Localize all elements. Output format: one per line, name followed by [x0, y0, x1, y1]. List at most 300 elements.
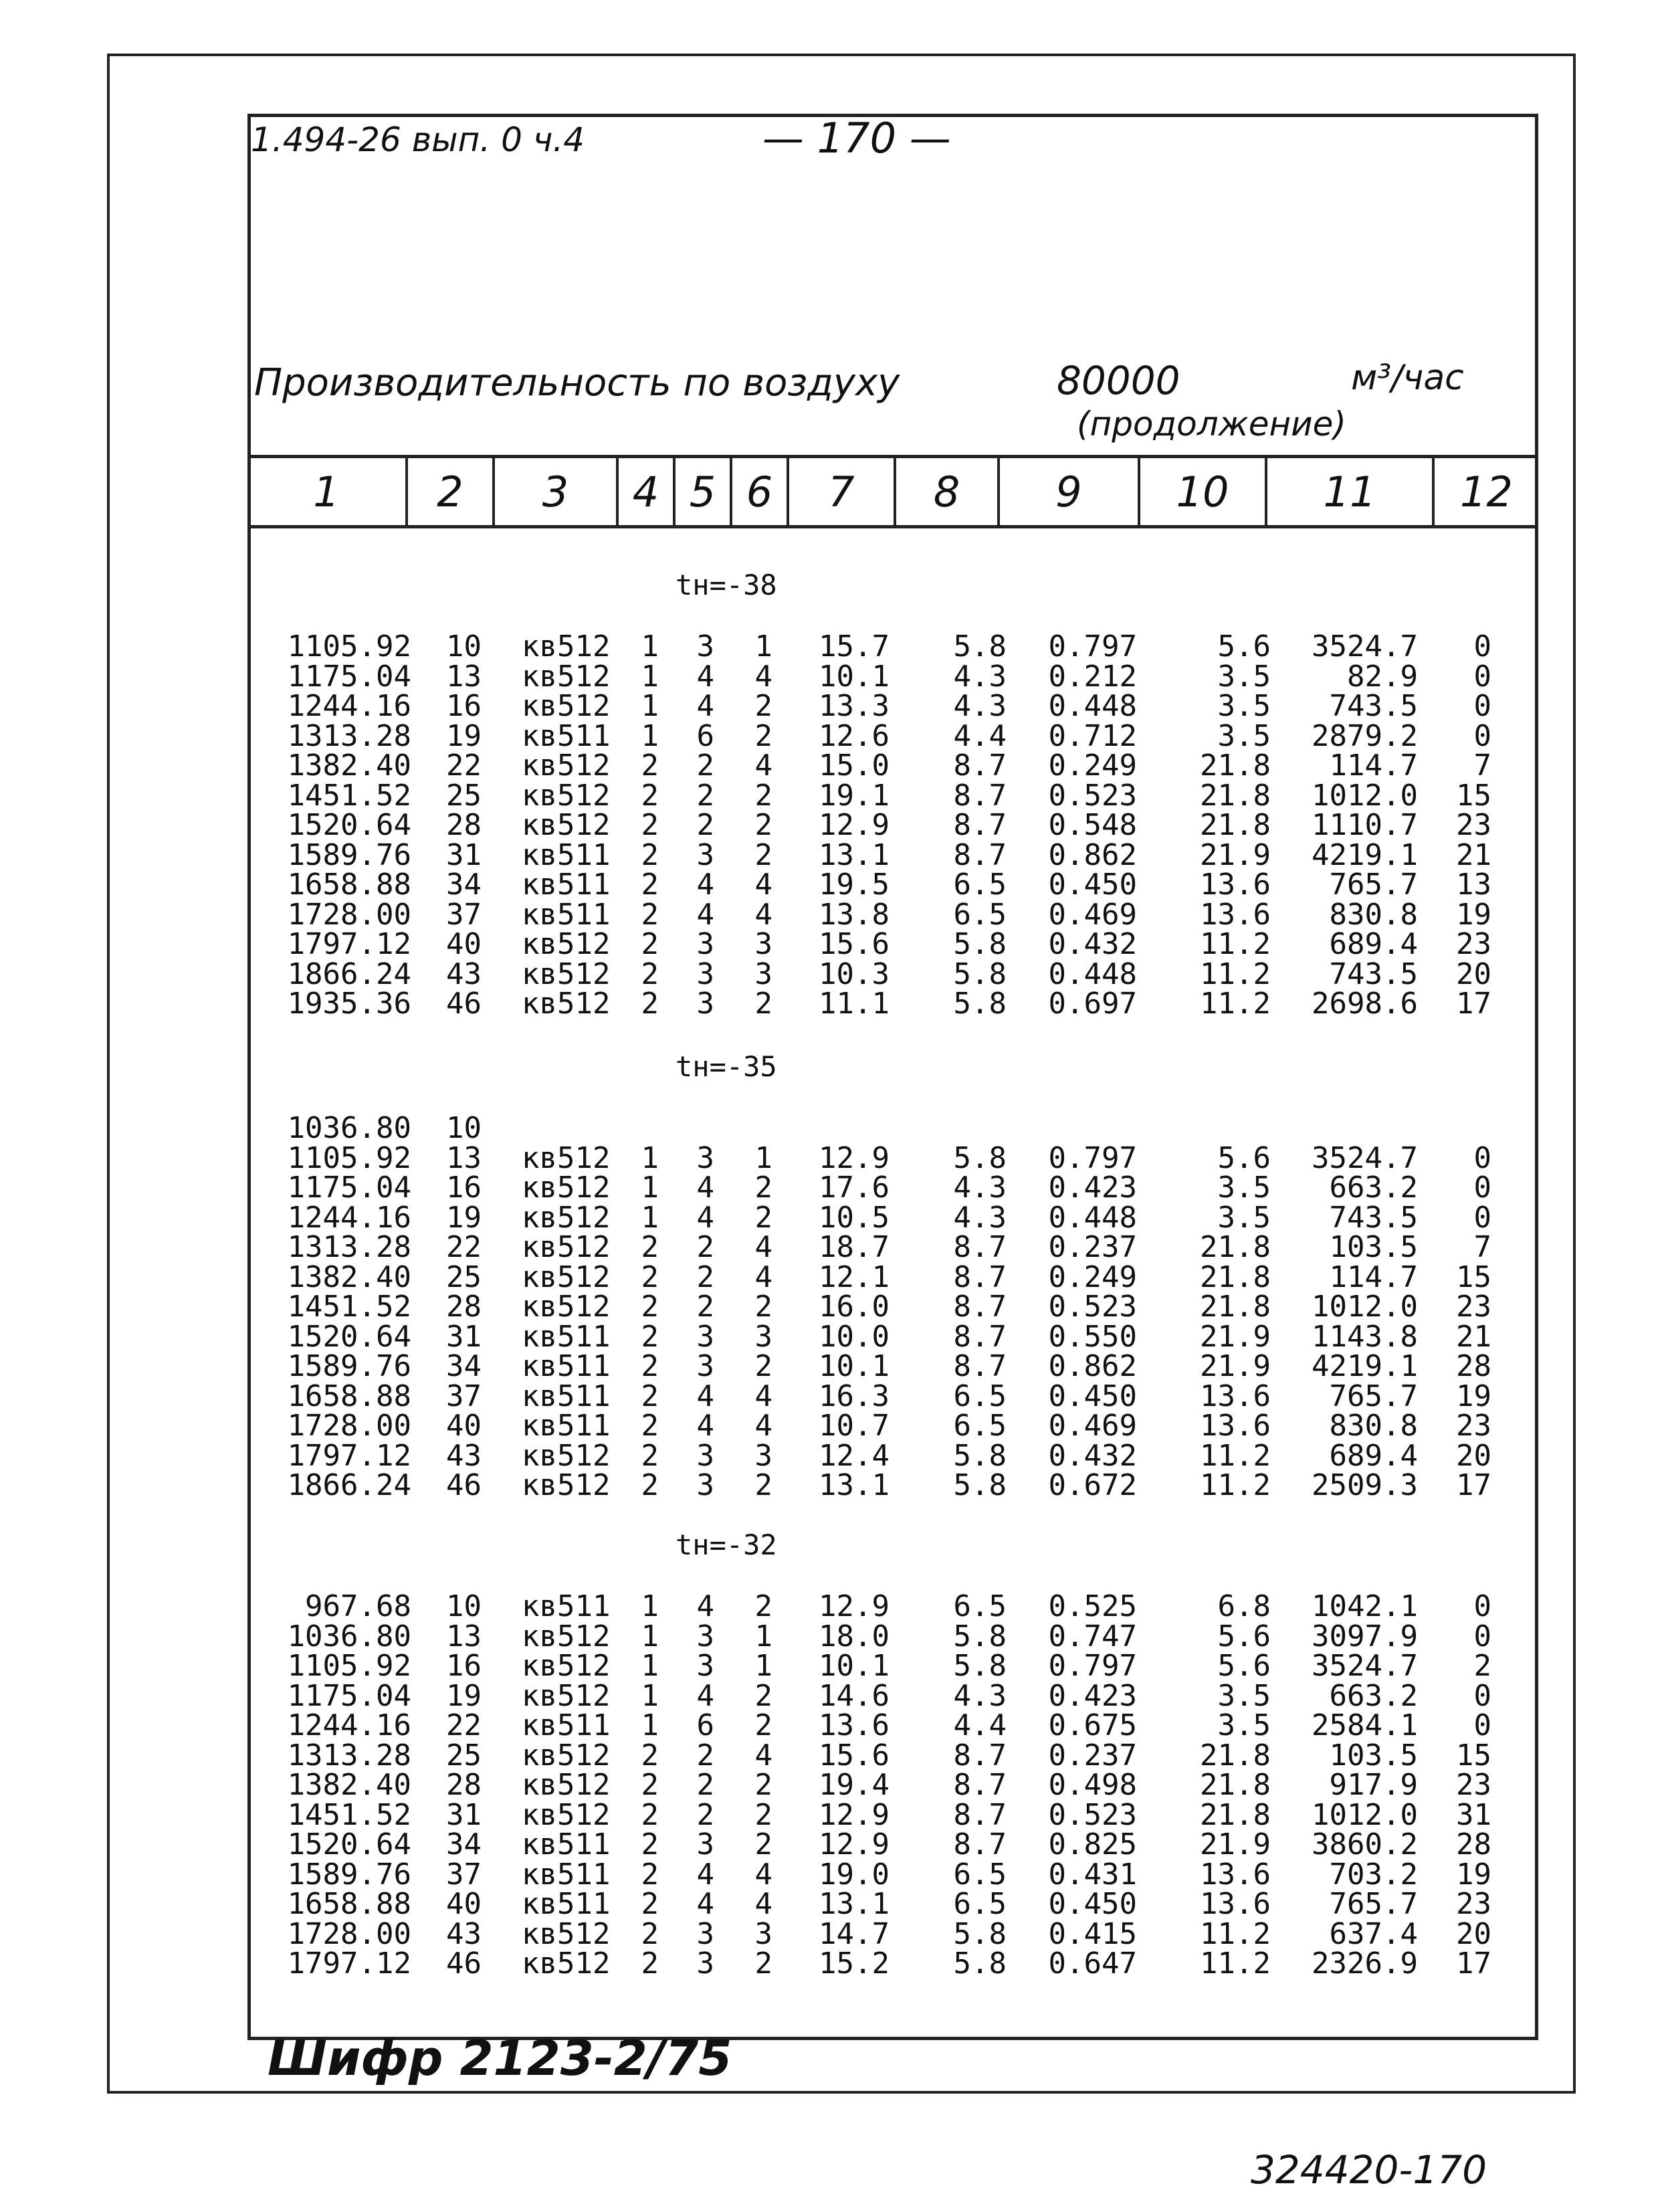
table-row [0, 1619, 1658, 1653]
table-cell: 1012.0 [1312, 1797, 1418, 1832]
table-row [0, 1411, 1658, 1441]
table-cell: кв512 [522, 1290, 611, 1324]
table-cell: 0.448 [1048, 689, 1137, 723]
table-cell: 13.6 [1200, 1887, 1271, 1921]
table-cell: 0.548 [1048, 808, 1137, 842]
table-cell: кв511 [522, 1349, 611, 1383]
table-cell: 19 [1456, 897, 1491, 932]
table-cell: 11.2 [1200, 1468, 1271, 1502]
table-cell: 12.6 [819, 718, 890, 753]
table-cell: 37 [446, 1379, 482, 1413]
table-row [0, 1651, 1658, 1681]
table-cell: 2 [641, 1468, 659, 1502]
table-cell: 0.747 [1048, 1619, 1137, 1653]
table-cell: 21.9 [1200, 1827, 1271, 1862]
table-cell: 4 [696, 1887, 714, 1921]
table-cell: 0.431 [1048, 1857, 1137, 1892]
table-cell: 28 [446, 808, 482, 842]
table-cell: 1 [641, 1708, 659, 1742]
table-cell: 5.8 [953, 1619, 1007, 1653]
table-cell: 703.2 [1329, 1857, 1418, 1892]
table-row [0, 718, 1658, 753]
table-cell: 21 [1456, 837, 1491, 872]
table-cell: 19 [446, 718, 482, 753]
table-cell: 21 [1456, 1319, 1491, 1354]
table-cell: 0.712 [1048, 718, 1137, 753]
table-cell: 1382.40 [287, 1260, 411, 1294]
table-cell: 1451.52 [287, 1290, 411, 1324]
table-cell: кв512 [522, 1171, 611, 1205]
table-cell: 3.5 [1217, 718, 1271, 753]
table-cell: 2 [754, 1468, 772, 1502]
table-cell: 114.7 [1329, 748, 1418, 783]
column-header: 8 [896, 458, 1000, 525]
table-cell: 2 [641, 927, 659, 961]
table-cell: 3 [696, 957, 714, 991]
table-cell: 6.5 [953, 1857, 1007, 1892]
table-row [0, 1738, 1658, 1773]
table-cell: 2 [641, 1260, 659, 1294]
table-cell: 0.448 [1048, 1200, 1137, 1235]
table-cell: 46 [446, 987, 482, 1021]
table-cell: 830.8 [1329, 1409, 1418, 1443]
table-cell: 28 [446, 1290, 482, 1324]
table-cell: 4 [754, 1379, 772, 1413]
table-cell: 4 [754, 1230, 772, 1264]
table-cell: 2 [754, 1678, 772, 1713]
table-row [0, 1379, 1658, 1413]
table-cell: кв511 [522, 1589, 611, 1623]
table-cell: 1 [641, 1678, 659, 1713]
cipher-label: Шифр 2123-2/75 [268, 2030, 732, 2086]
table-cell: 8.7 [953, 1797, 1007, 1832]
table-cell: 2 [754, 689, 772, 723]
table-cell: 3 [696, 1827, 714, 1862]
section-label: tн=-35 [676, 1050, 777, 1083]
table-cell: кв511 [522, 1409, 611, 1443]
table-cell: 31 [446, 837, 482, 872]
table-cell: 21.9 [1200, 1319, 1271, 1354]
table-cell: 1797.12 [287, 927, 411, 961]
table-cell: 19 [446, 1200, 482, 1235]
table-cell: 2 [641, 778, 659, 813]
table-cell: 2 [696, 1230, 714, 1264]
table-cell: 3 [754, 927, 772, 961]
table-cell: 2584.1 [1312, 1708, 1418, 1742]
table-cell: 2 [754, 987, 772, 1021]
table-cell: 663.2 [1329, 1678, 1418, 1713]
table-cell: 22 [446, 1230, 482, 1264]
table-cell: 11.2 [1200, 1438, 1271, 1473]
table-row [0, 1468, 1658, 1502]
table-cell: 1728.00 [287, 1916, 411, 1951]
table-row [0, 1708, 1658, 1742]
table-cell: 15 [1456, 1260, 1491, 1294]
table-cell: 743.5 [1329, 957, 1418, 991]
table-cell: 1728.00 [287, 1409, 411, 1443]
table-cell: 21.8 [1200, 748, 1271, 783]
table-cell: кв512 [522, 1140, 611, 1175]
table-cell: 28 [1456, 1827, 1491, 1862]
table-cell: 3.5 [1217, 1678, 1271, 1713]
table-cell: 19.4 [819, 1768, 890, 1802]
table-row [0, 1319, 1658, 1354]
table-cell: 1 [641, 1649, 659, 1683]
table-cell: 2 [754, 1171, 772, 1205]
table-cell: кв512 [522, 1438, 611, 1473]
table-row [0, 1292, 1658, 1322]
table-cell: 10.7 [819, 1409, 890, 1443]
table-cell: 2 [641, 1887, 659, 1921]
table-cell: 19.0 [819, 1857, 890, 1892]
table-cell: 21.9 [1200, 1349, 1271, 1383]
table-cell: 8.7 [953, 1768, 1007, 1802]
table-cell: 0 [1473, 659, 1491, 694]
table-cell: 2 [696, 1290, 714, 1324]
table-cell: 10.1 [819, 1349, 890, 1383]
table-cell: 1658.88 [287, 1887, 411, 1921]
column-header: 12 [1460, 467, 1513, 516]
table-cell: 2 [641, 1230, 659, 1264]
table-cell: 2 [641, 987, 659, 1021]
table-cell: 18.0 [819, 1619, 890, 1653]
table-row [0, 1797, 1658, 1832]
table-row [0, 748, 1658, 783]
table-cell: 5.8 [953, 629, 1007, 664]
table-cell: 5.8 [953, 1946, 1007, 1981]
table-cell: 20 [1456, 1438, 1491, 1473]
table-cell: кв512 [522, 1738, 611, 1773]
table-cell: 1797.12 [287, 1946, 411, 1981]
table-cell: 1 [641, 1619, 659, 1653]
table-cell: 37 [446, 1857, 482, 1892]
table-cell: 1244.16 [287, 1200, 411, 1235]
table-cell: 8.7 [953, 1290, 1007, 1324]
table-cell: 1 [641, 689, 659, 723]
table-cell: 1 [641, 1171, 659, 1205]
table-cell: 25 [446, 1738, 482, 1773]
table-cell: 12.1 [819, 1260, 890, 1294]
table-cell: 2 [754, 1827, 772, 1862]
table-cell: 40 [446, 927, 482, 961]
table-cell: 12.4 [819, 1438, 890, 1473]
table-row [0, 1173, 1658, 1203]
table-cell: 0.675 [1048, 1708, 1137, 1742]
column-header: 4 [619, 458, 676, 525]
table-cell: кв512 [522, 1230, 611, 1264]
table-cell: 5.8 [953, 1438, 1007, 1473]
table-cell: 11.2 [1200, 927, 1271, 961]
table-cell: кв512 [522, 987, 611, 1021]
column-header: 10 [1140, 458, 1267, 525]
table-cell: 0.448 [1048, 957, 1137, 991]
table-cell: 1 [641, 629, 659, 664]
table-cell: 8.7 [953, 778, 1007, 813]
table-cell: кв511 [522, 1708, 611, 1742]
table-cell: 2 [641, 1438, 659, 1473]
table-cell: 22 [446, 748, 482, 783]
table-cell: 5.8 [953, 1649, 1007, 1683]
table-cell: 5.8 [953, 1140, 1007, 1175]
table-cell: 3 [696, 1649, 714, 1683]
table-cell: 3.5 [1217, 1708, 1271, 1742]
table-cell: 2 [641, 1290, 659, 1324]
table-cell: 2 [641, 748, 659, 783]
table-cell: 1175.04 [287, 1678, 411, 1713]
table-cell: 15.6 [819, 1738, 890, 1773]
table-cell: 1036.80 [287, 1619, 411, 1653]
table-cell: 1658.88 [287, 1379, 411, 1413]
table-row [0, 659, 1658, 694]
table-cell: 0.525 [1048, 1589, 1137, 1623]
table-cell: 0 [1473, 1678, 1491, 1713]
table-cell: 4 [696, 1409, 714, 1443]
table-cell: 8.7 [953, 748, 1007, 783]
table-cell: 0.523 [1048, 1290, 1137, 1324]
table-cell: 34 [446, 1349, 482, 1383]
table-cell: 1 [641, 718, 659, 753]
table-cell: 2 [641, 1349, 659, 1383]
table-cell: 1105.92 [287, 629, 411, 664]
continuation-note: (продолжение) [1077, 405, 1346, 443]
table-cell: 10.0 [819, 1319, 890, 1354]
table-cell: кв512 [522, 1468, 611, 1502]
table-cell: 1110.7 [1312, 808, 1418, 842]
table-cell: 4 [696, 1589, 714, 1623]
table-cell: 0.432 [1048, 927, 1137, 961]
table-cell: 3.5 [1217, 1200, 1271, 1235]
table-cell: 103.5 [1329, 1230, 1418, 1264]
table-cell: 917.9 [1329, 1768, 1418, 1802]
table-cell: 6 [696, 718, 714, 753]
table-cell: 8.7 [953, 808, 1007, 842]
table-cell: 16 [446, 689, 482, 723]
table-cell: 0.862 [1048, 1349, 1137, 1383]
table-cell: 1 [754, 629, 772, 664]
table-cell: 2 [641, 1827, 659, 1862]
table-cell: 4.3 [953, 1200, 1007, 1235]
table-cell: 2 [754, 1946, 772, 1981]
table-cell: 4 [754, 868, 772, 902]
table-cell: 765.7 [1329, 1887, 1418, 1921]
column-header-row [247, 455, 1538, 528]
table-cell: 0.797 [1048, 1649, 1137, 1683]
table-cell: 2 [641, 808, 659, 842]
table-cell: 17 [1456, 987, 1491, 1021]
table-cell: 4219.1 [1312, 837, 1418, 872]
table-cell: 4 [696, 1171, 714, 1205]
table-cell: 4 [696, 659, 714, 694]
table-cell: 3 [696, 1349, 714, 1383]
table-cell: кв512 [522, 808, 611, 842]
air-capacity-unit: м³/час [1351, 358, 1464, 398]
table-cell: 2 [754, 718, 772, 753]
table-cell: кв512 [522, 689, 611, 723]
table-cell: 4 [754, 1857, 772, 1892]
table-cell: 31 [446, 1319, 482, 1354]
table-cell: кв512 [522, 927, 611, 961]
table-cell: 46 [446, 1946, 482, 1981]
table-cell: 43 [446, 1438, 482, 1473]
table-cell: 0.423 [1048, 1171, 1137, 1205]
table-cell: кв511 [522, 897, 611, 932]
table-cell: 765.7 [1329, 1379, 1418, 1413]
table-cell: 19 [1456, 1379, 1491, 1413]
table-cell: 3 [696, 837, 714, 872]
table-cell: 5.8 [953, 1916, 1007, 1951]
table-cell: 4 [754, 1738, 772, 1773]
table-cell: 2 [696, 778, 714, 813]
table-cell: 1105.92 [287, 1140, 411, 1175]
table-cell: 3 [696, 1319, 714, 1354]
table-cell: 11.2 [1200, 957, 1271, 991]
air-capacity-value: 80000 [1057, 358, 1180, 403]
table-row [0, 1916, 1658, 1951]
table-cell: 3097.9 [1312, 1619, 1418, 1653]
table-cell: 2 [641, 1319, 659, 1354]
table-cell: 0 [1473, 718, 1491, 753]
table-cell: 0.647 [1048, 1946, 1137, 1981]
table-cell: 2 [754, 1708, 772, 1742]
table-cell: 5.6 [1217, 629, 1271, 664]
table-row [0, 927, 1658, 961]
table-cell: 2 [641, 1797, 659, 1832]
table-cell: кв511 [522, 1827, 611, 1862]
table-cell: 2 [696, 1738, 714, 1773]
table-cell: 19 [446, 1678, 482, 1713]
table-cell: 1313.28 [287, 718, 411, 753]
table-cell: 10 [446, 629, 482, 664]
table-cell: 43 [446, 1916, 482, 1951]
column-header: 9 [1000, 458, 1140, 525]
table-cell: 1244.16 [287, 1708, 411, 1742]
table-cell: кв512 [522, 659, 611, 694]
table-cell: 11.2 [1200, 1946, 1271, 1981]
table-cell: 8.7 [953, 1260, 1007, 1294]
table-cell: 4 [754, 1260, 772, 1294]
table-cell: 4 [754, 659, 772, 694]
section-label: tн=-32 [676, 1528, 777, 1561]
table-cell: 0.862 [1048, 837, 1137, 872]
table-cell: 13 [1456, 868, 1491, 902]
column-header: 11 [1267, 458, 1435, 525]
table-cell: 12.9 [819, 808, 890, 842]
table-cell: 3 [754, 1319, 772, 1354]
table-row [0, 1827, 1658, 1862]
table-cell: 114.7 [1329, 1260, 1418, 1294]
table-cell: 19 [1456, 1857, 1491, 1892]
table-cell: 7 [1473, 748, 1491, 783]
table-cell: 2 [641, 957, 659, 991]
table-cell: 16 [446, 1649, 482, 1683]
table-cell: 17.6 [819, 1171, 890, 1205]
table-cell: 0.825 [1048, 1827, 1137, 1862]
table-cell: 4 [696, 1678, 714, 1713]
table-cell: 1728.00 [287, 897, 411, 932]
table-cell: 0 [1473, 1589, 1491, 1623]
table-cell: 0.498 [1048, 1768, 1137, 1802]
table-cell: 3 [754, 957, 772, 991]
table-cell: 4.3 [953, 689, 1007, 723]
table-cell: 6.5 [953, 868, 1007, 902]
table-row [0, 1589, 1658, 1623]
table-cell: 21.8 [1200, 1230, 1271, 1264]
table-cell: 0.450 [1048, 1887, 1137, 1921]
table-cell: 0.672 [1048, 1468, 1137, 1502]
table-cell: 4 [754, 748, 772, 783]
table-cell: 0 [1473, 629, 1491, 664]
table-cell: 3 [696, 927, 714, 961]
table-cell: 1520.64 [287, 808, 411, 842]
table-cell: кв511 [522, 1379, 611, 1413]
table-cell: кв511 [522, 837, 611, 872]
table-row [0, 957, 1658, 991]
table-cell: 11.2 [1200, 987, 1271, 1021]
table-cell: 743.5 [1329, 1200, 1418, 1235]
column-header: 7 [789, 458, 896, 525]
table-cell: 0 [1473, 1619, 1491, 1653]
table-cell: 0 [1473, 1708, 1491, 1742]
document-reference: 1.494-26 вып. 0 ч.4 [251, 120, 585, 159]
table-cell: 10 [446, 1589, 482, 1623]
table-cell: 3.5 [1217, 1171, 1271, 1205]
table-cell: 16 [446, 1171, 482, 1205]
table-cell: 2 [754, 837, 772, 872]
table-cell: 40 [446, 1887, 482, 1921]
table-cell: 4 [754, 1887, 772, 1921]
table-cell: 0.249 [1048, 748, 1137, 783]
table-cell: 2 [696, 748, 714, 783]
table-cell: 3524.7 [1312, 629, 1418, 664]
table-cell: 13.8 [819, 897, 890, 932]
table-cell: 689.4 [1329, 927, 1418, 961]
table-cell: 5.8 [953, 1468, 1007, 1502]
table-cell: 1935.36 [287, 987, 411, 1021]
table-cell: 21.9 [1200, 837, 1271, 872]
table-cell: 3524.7 [1312, 1649, 1418, 1683]
table-cell: 5.8 [953, 987, 1007, 1021]
table-cell: 21.8 [1200, 1738, 1271, 1773]
table-cell: 1244.16 [287, 689, 411, 723]
table-cell: 4.3 [953, 1171, 1007, 1205]
table-cell: 13.1 [819, 1468, 890, 1502]
table-cell: 23 [1456, 1409, 1491, 1443]
table-cell: 15.6 [819, 927, 890, 961]
table-cell: 2 [641, 868, 659, 902]
table-cell: 21.8 [1200, 1260, 1271, 1294]
table-cell: 5.8 [953, 927, 1007, 961]
table-cell: 2 [754, 1349, 772, 1383]
table-row [0, 1946, 1658, 1981]
table-cell: 2 [754, 778, 772, 813]
table-cell: 21.8 [1200, 778, 1271, 813]
table-cell: 0 [1473, 1140, 1491, 1175]
table-cell: 1 [641, 1200, 659, 1235]
table-cell: 8.7 [953, 1738, 1007, 1773]
table-cell: 2879.2 [1312, 718, 1418, 753]
table-cell: 20 [1456, 957, 1491, 991]
table-cell: 1 [754, 1619, 772, 1653]
table-cell: 2509.3 [1312, 1468, 1418, 1502]
table-cell: 12.9 [819, 1140, 890, 1175]
table-cell: 8.7 [953, 1230, 1007, 1264]
table-cell: 10.1 [819, 1649, 890, 1683]
table-row [0, 1260, 1658, 1294]
table-cell: 689.4 [1329, 1438, 1418, 1473]
table-cell: 2 [754, 1290, 772, 1324]
table-cell: 0.469 [1048, 897, 1137, 932]
table-cell: 4.3 [953, 659, 1007, 694]
